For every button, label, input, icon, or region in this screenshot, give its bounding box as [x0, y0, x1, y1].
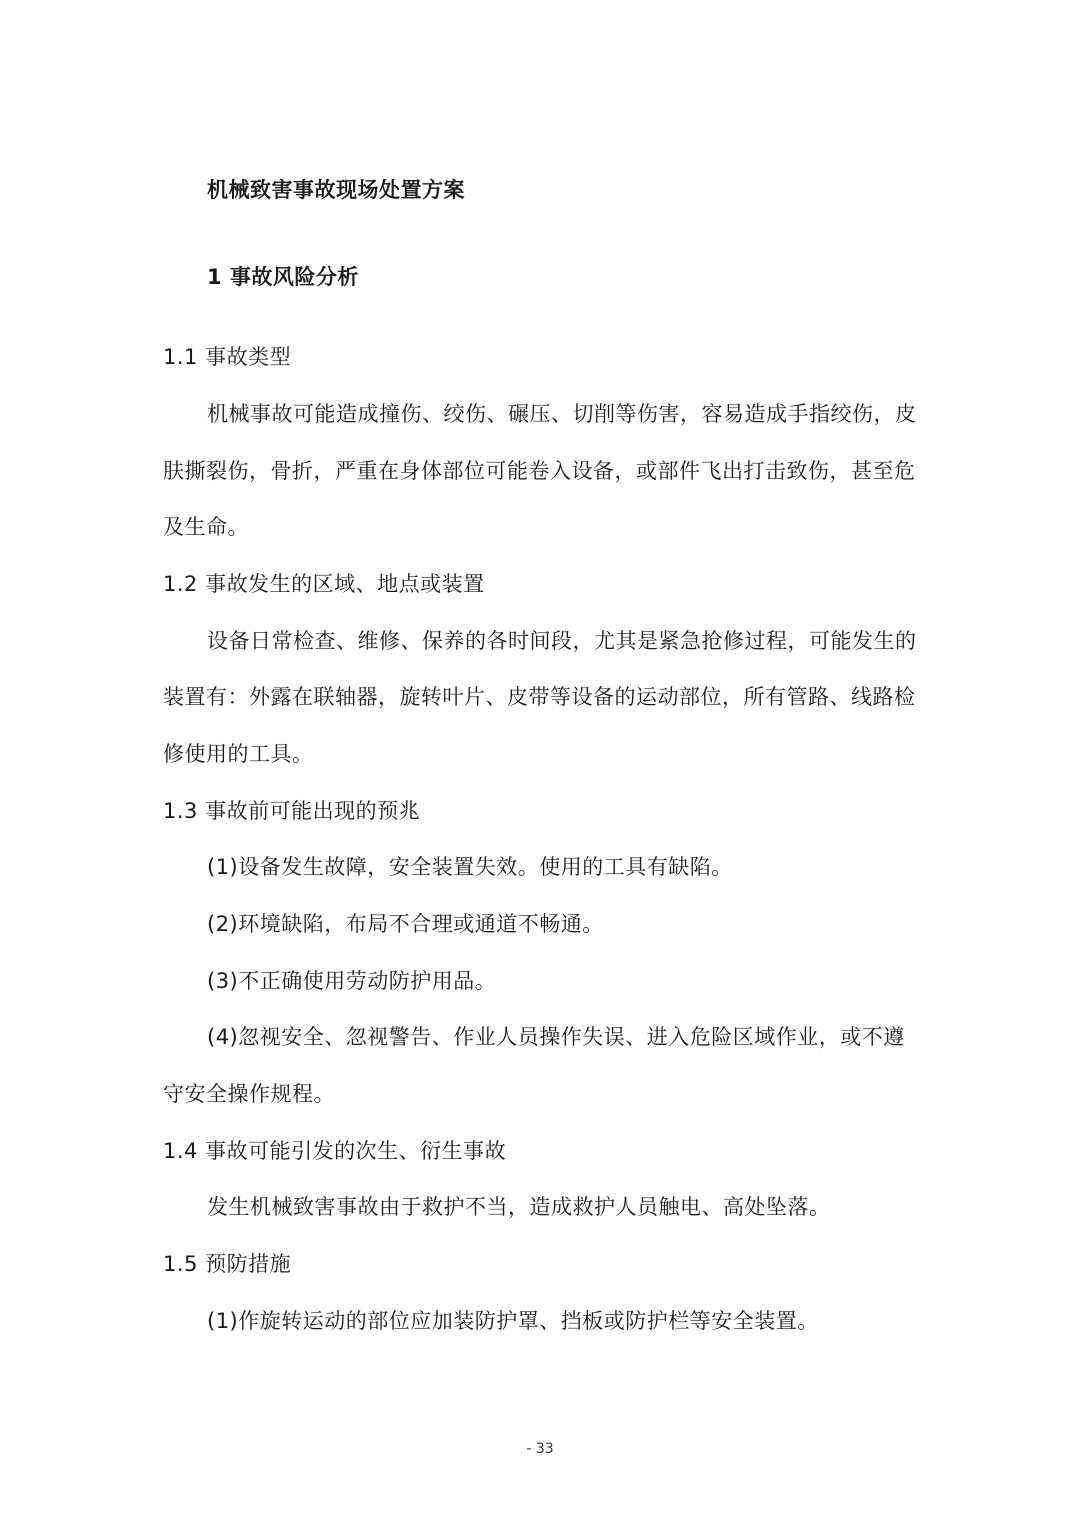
section-1-2-heading: 1.2 事故发生的区域、地点或装置 [163, 572, 485, 596]
paragraph-line: 及生命。 [163, 515, 249, 539]
section-1-heading: 1 事故风险分析 [207, 265, 359, 289]
paragraph-line: 设备日常检查、维修、保养的各时间段，尤其是紧急抢修过程，可能发生的 [207, 629, 917, 653]
page-number: - 33 [526, 1441, 554, 1457]
list-item: (4)忽视安全、忽视警告、作业人员操作失误、进入危险区域作业，或不遵 [207, 1025, 905, 1049]
paragraph-line: 装置有：外露在联轴器，旋转叶片、皮带等设备的运动部位，所有管路、线路检 [163, 685, 916, 709]
list-item: (1)作旋转运动的部位应加装防护罩、挡板或防护栏等安全装置。 [207, 1309, 819, 1333]
list-item: (1)设备发生故障，安全装置失效。使用的工具有缺陷。 [207, 855, 733, 879]
paragraph-line: 肤撕裂伤，骨折，严重在身体部位可能卷入设备，或部件飞出打击致伤，甚至危 [163, 459, 916, 483]
section-1-1-heading: 1.1 事故类型 [163, 345, 292, 369]
paragraph-line: 发生机械致害事故由于救护不当，造成救护人员触电、高处坠落。 [207, 1195, 831, 1219]
section-1-4-heading: 1.4 事故可能引发的次生、衍生事故 [163, 1139, 507, 1163]
list-item-continuation: 守安全操作规程。 [163, 1082, 335, 1106]
list-item: (2)环境缺陷，布局不合理或通道不畅通。 [207, 912, 604, 936]
list-item: (3)不正确使用劳动防护用品。 [207, 969, 497, 993]
paragraph-line: 机械事故可能造成撞伤、绞伤、碾压、切削等伤害，容易造成手指绞伤，皮 [207, 402, 917, 426]
section-1-3-heading: 1.3 事故前可能出现的预兆 [163, 799, 421, 823]
section-1-5-heading: 1.5 预防措施 [163, 1252, 292, 1276]
document-title: 机械致害事故现场处置方案 [207, 178, 465, 202]
paragraph-line: 修使用的工具。 [163, 742, 314, 766]
